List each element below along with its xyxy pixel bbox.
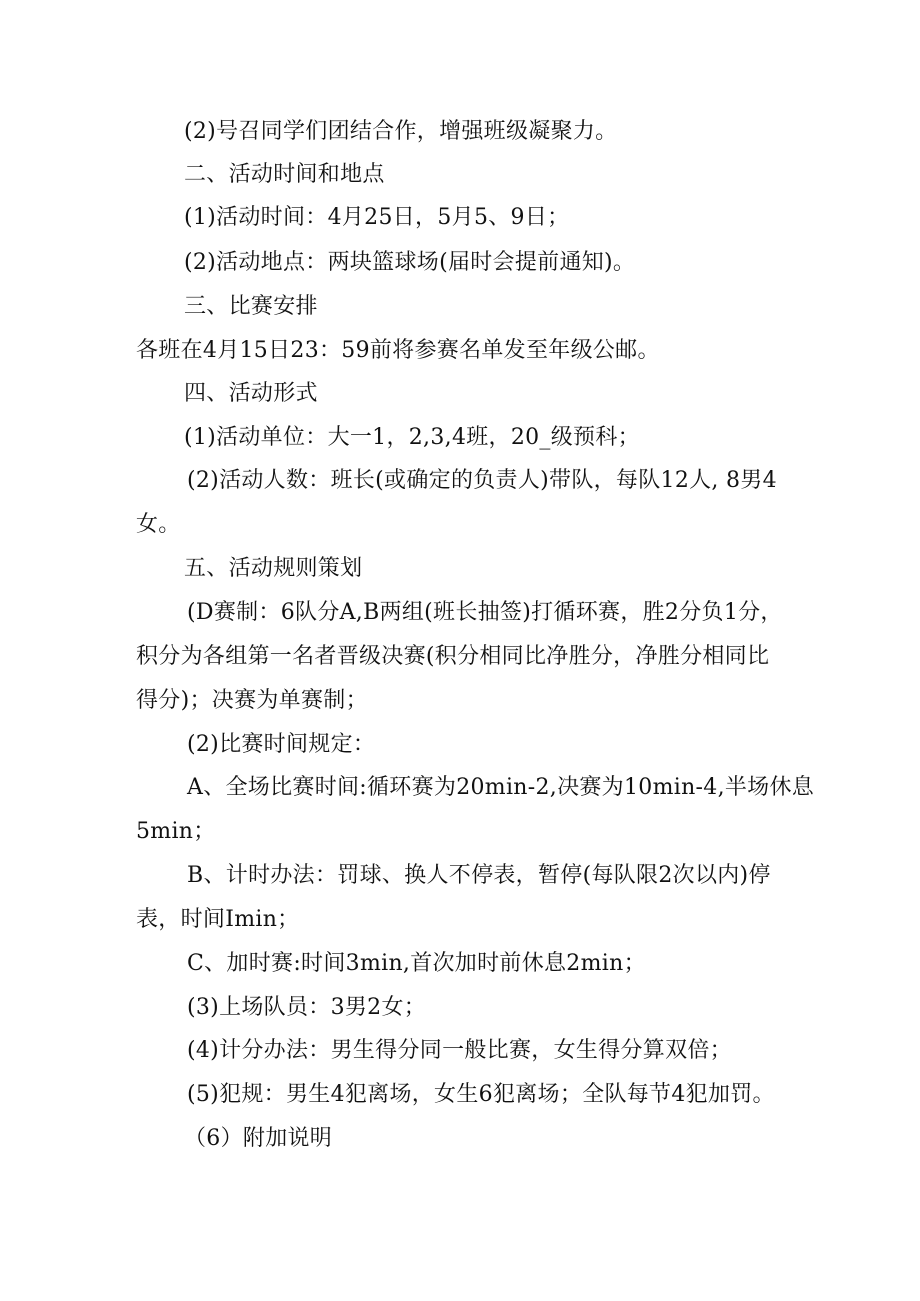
paragraph-activity-units: (1)活动单位：大一1，2,3,4班，20_级预科； [184,425,640,450]
paragraph-timing-method: B、计时办法：罚球、换人不停表，暂停(每队限2次以内)停 [187,863,771,888]
paragraph-format-cont-2: 得分)；决赛为单赛制； [136,688,368,713]
section-heading-time-place: 二、活动时间和地点 [184,162,385,187]
paragraph-team-size-cont: 女。 [136,512,181,537]
paragraph-format: (D赛制：6队分A,B两组(班长抽签)打循环赛，胜2分负1分， [187,600,783,625]
paragraph-goal-2: (2)号召同学们团结合作，增强班级凝聚力。 [184,119,618,144]
paragraph-players-on-court: (3)上场队员：3男2女； [187,995,427,1020]
section-heading-form: 四、活动形式 [184,381,318,406]
section-heading-rules: 五、活动规则策划 [184,556,363,581]
paragraph-signup-deadline: 各班在4月15日23：59前将参赛名单发至年级公邮。 [136,338,660,363]
paragraph-scoring: (4)计分办法：男生得分同一般比赛，女生得分算双倍； [187,1038,732,1063]
paragraph-activity-place: (2)活动地点：两块篮球场(届时会提前通知)。 [184,250,636,275]
paragraph-time-rules: (2)比赛时间规定： [187,732,376,757]
paragraph-full-game-time-cont: 5min； [136,819,216,844]
paragraph-activity-time: (1)活动时间：4月25日，5月5、9日； [184,205,570,230]
paragraph-full-game-time: A、全场比赛时间:循环赛为20min-2,决赛为10min-4,半场休息 [187,775,815,800]
paragraph-format-cont-1: 积分为各组第一名者晋级决赛(积分相同比净胜分，净胜分相同比 [136,644,770,669]
paragraph-fouls: (5)犯规：男生4犯离场，女生6犯离场；全队每节4犯加罚。 [187,1082,775,1107]
paragraph-overtime: C、加时赛:时间3min,首次加时前休息2min； [187,951,646,976]
paragraph-team-size: (2)活动人数：班长(或确定的负责人)带队，每队12人, 8男4 [187,468,777,493]
paragraph-timing-method-cont: 表，时间Imin； [136,907,300,932]
section-heading-arrangement: 三、比赛安排 [184,294,318,319]
paragraph-additional-notes: （6）附加说明 [184,1126,333,1151]
